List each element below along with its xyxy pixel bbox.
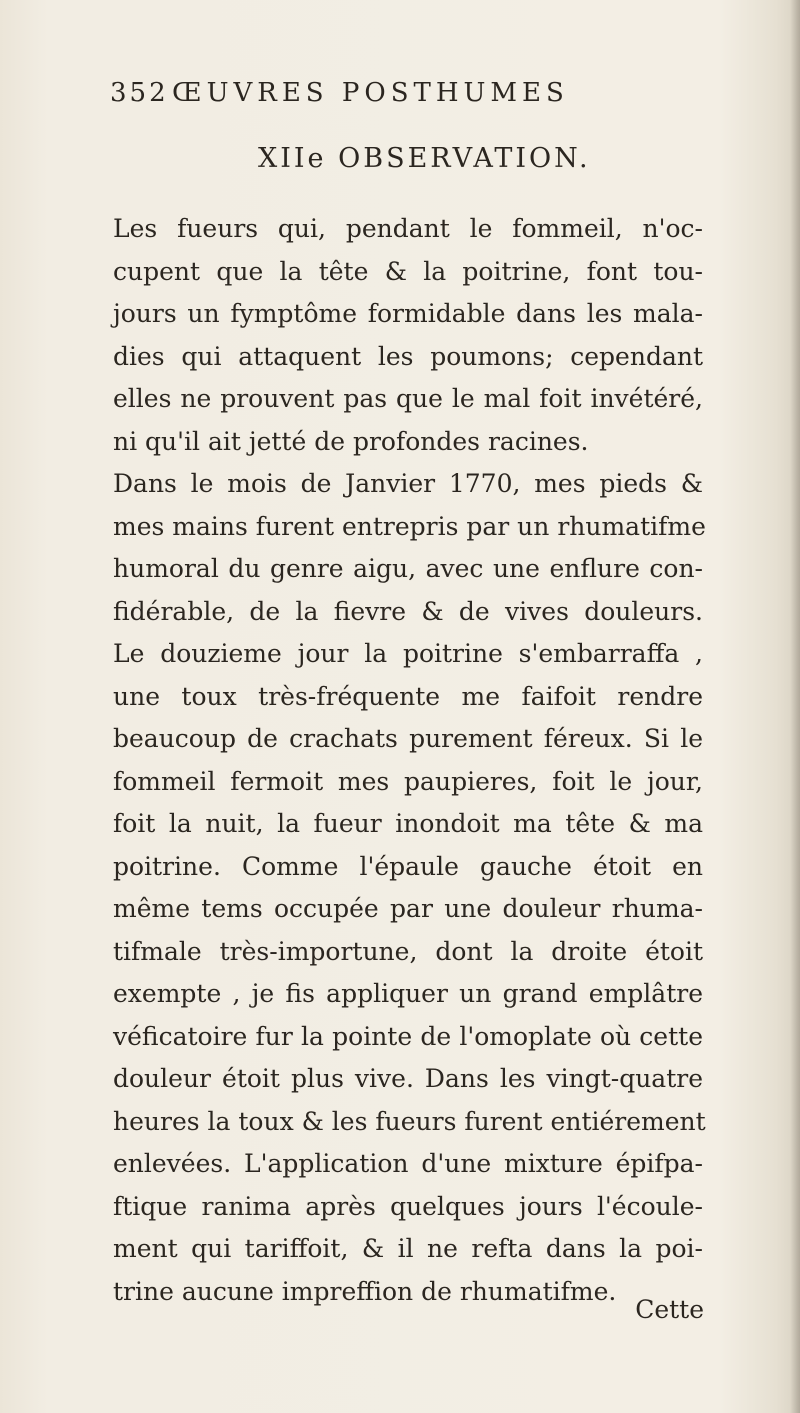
- running-head: [110, 78, 690, 118]
- text-line: une toux très-fréquente me faifoit rendre: [113, 681, 703, 711]
- catchword: Cette: [635, 1295, 704, 1324]
- page-number: 352: [110, 78, 169, 108]
- text-line: cupent que la tête & la poitrine, font tou-: [113, 256, 703, 286]
- text-line: elles ne prouvent pas que le mal foit invétéré,: [113, 384, 703, 413]
- text-line: Le douzieme jour la poitrine s'embarraffa ,: [113, 639, 703, 668]
- text-line: ment qui tariffoit, & il ne refta dans la poi-: [113, 1234, 703, 1263]
- text-line: mes mains furent entrepris par un rhumatifme: [113, 511, 706, 541]
- text-line: poitrine. Comme l'épaule gauche étoit en: [113, 851, 703, 881]
- text-line: enlevées. L'application d'une mixture épifpa-: [113, 1149, 703, 1178]
- text-line: tifmale très-importune, dont la droite étoit: [113, 936, 703, 966]
- text-line: véficatoire fur la pointe de l'omoplate où cette: [113, 1021, 703, 1051]
- body-text: [113, 208, 706, 1313]
- running-title: ŒUVRES POSTHUMES: [172, 78, 569, 108]
- text-line: ftique ranima après quelques jours l'écoule-: [113, 1191, 703, 1221]
- page-edge-shadow: [790, 0, 800, 1413]
- text-line: jours un fymptôme formidable dans les mala-: [113, 299, 703, 328]
- text-line: Dans le mois de Janvier 1770, mes pieds &: [113, 469, 703, 498]
- text-line: fommeil fermoit mes paupieres, foit le jour,: [113, 766, 703, 796]
- text-line: beaucoup de crachats purement féreux. Si le: [113, 724, 703, 753]
- observation-heading: XIIe OBSERVATION.: [258, 143, 591, 174]
- text-line: fidérable, de la fievre & de vives douleurs.: [113, 596, 703, 626]
- text-line: même tems occupée par une douleur rhuma-: [113, 894, 703, 923]
- text-line: Les fueurs qui, pendant le fommeil, n'oc-: [113, 214, 703, 243]
- text-line: trine aucune impreffion de rhumatifme.: [113, 1276, 617, 1306]
- text-line: foit la nuit, la fueur inondoit ma tête & ma: [113, 809, 703, 838]
- text-line: heures la toux & les fueurs furent entiérement: [113, 1106, 706, 1136]
- text-line: douleur étoit plus vive. Dans les vingt-quatre: [113, 1064, 703, 1093]
- text-line: ni qu'il ait jetté de profondes racines.: [113, 426, 589, 456]
- text-line: humoral du genre aigu, avec une enflure con-: [113, 554, 703, 583]
- text-line: dies qui attaquent les poumons; cependant: [113, 341, 703, 371]
- text-line: exempte , je fis appliquer un grand emplâtre: [113, 979, 703, 1008]
